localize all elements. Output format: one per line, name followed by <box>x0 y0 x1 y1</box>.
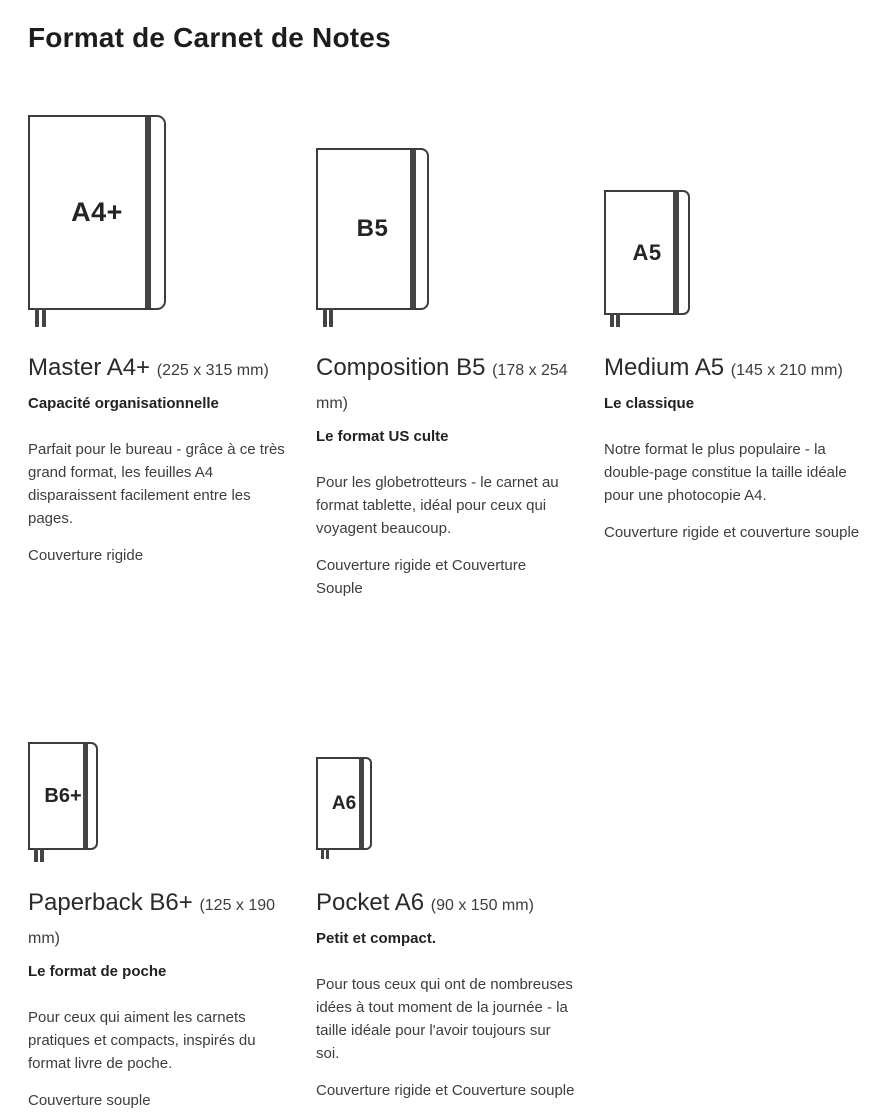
notebook-illustration-area <box>604 114 864 329</box>
format-card-composition-b5 <box>316 114 576 600</box>
card-title <box>604 353 864 386</box>
notebook-b6plus-icon <box>28 742 98 850</box>
card-tagline: Le classique <box>604 395 695 412</box>
bookmark-ribbon-icon <box>323 308 327 327</box>
format-cards-grid <box>28 114 864 1112</box>
bookmark-ribbon-icon <box>329 308 333 327</box>
notebook-illustration-area <box>316 114 576 329</box>
format-name: Composition B5 <box>316 354 486 381</box>
elastic-band-icon <box>410 150 416 308</box>
notebook-illustration-area <box>28 738 288 864</box>
card-cover-options: Couverture rigide et couverture souple <box>604 524 860 541</box>
elastic-band-icon <box>145 117 151 308</box>
elastic-band-icon <box>673 192 679 313</box>
format-name: Pocket A6 <box>316 889 425 916</box>
notebook-a6-icon <box>316 757 372 850</box>
bookmark-ribbon-icon <box>321 848 324 859</box>
format-card-medium-a5 <box>604 114 864 600</box>
notebook-format-label: A5 <box>632 239 662 265</box>
card-title <box>316 888 576 921</box>
card-cover-options: Couverture souple <box>28 1092 151 1109</box>
notebook-a4plus-icon <box>28 115 166 310</box>
format-name: Master A4+ <box>28 354 151 381</box>
card-tagline: Petit et compact. <box>316 930 437 947</box>
bookmark-ribbon-icon <box>40 848 44 862</box>
format-dimensions: (225 x 315 mm) <box>156 362 269 379</box>
format-name: Medium A5 <box>604 354 725 381</box>
format-dimensions: (178 x 254 mm) <box>316 362 568 412</box>
card-description: Pour tous ceux qui ont de nombreuses idées à tout moment de la journée - la taille idéale pour l'avoir toujours sur soi. <box>316 976 573 1062</box>
notebook-format-label: B6+ <box>44 784 82 807</box>
bookmark-ribbon-icon <box>610 313 614 327</box>
format-card-master-a4plus <box>28 114 288 600</box>
format-dimensions: (125 x 190 mm) <box>28 897 276 947</box>
card-description: Notre format le plus populaire - la double-page constitue la taille idéale pour une photocopie A4. <box>604 441 847 504</box>
card-description: Pour ceux qui aiment les carnets pratiques et compacts, inspirés du format livre de poche. <box>28 1009 256 1072</box>
format-dimensions: (90 x 150 mm) <box>430 897 534 914</box>
bookmark-ribbon-icon <box>34 848 38 862</box>
format-dimensions: (145 x 210 mm) <box>730 362 843 379</box>
card-title <box>316 353 576 419</box>
format-name: Paperback B6+ <box>28 889 193 916</box>
card-cover-options: Couverture rigide <box>28 547 144 564</box>
card-description: Parfait pour le bureau - grâce à ce très grand format, les feuilles A4 disparaissent facilement entre les pages. <box>28 441 285 527</box>
card-cover-options: Couverture rigide et Couverture Souple <box>316 557 527 597</box>
notebook-illustration-area <box>316 738 576 864</box>
notebook-format-label: B5 <box>356 215 389 242</box>
card-tagline: Le format US culte <box>316 428 449 445</box>
card-title <box>28 353 288 386</box>
bookmark-ribbon-icon <box>35 308 39 327</box>
notebook-a5-icon <box>604 190 690 315</box>
bookmark-ribbon-icon <box>42 308 46 327</box>
card-cover-options: Couverture rigide et Couverture souple <box>316 1082 575 1099</box>
card-title <box>28 888 288 954</box>
notebook-b5-icon <box>316 148 429 310</box>
notebook-format-label: A6 <box>331 792 357 814</box>
notebook-illustration-area <box>28 114 288 329</box>
elastic-band-icon <box>359 759 364 848</box>
card-tagline: Capacité organisationnelle <box>28 395 219 412</box>
notebook-format-label: A4+ <box>71 197 123 227</box>
bookmark-ribbon-icon <box>616 313 620 327</box>
elastic-band-icon <box>83 744 88 848</box>
format-card-paperback-b6plus <box>28 738 288 1112</box>
card-tagline: Le format de poche <box>28 963 167 980</box>
page-title: Format de Carnet de Notes <box>28 22 391 53</box>
card-description: Pour les globetrotteurs - le carnet au format tablette, idéal pour ceux qui voyagent beaucoup. <box>316 474 559 537</box>
bookmark-ribbon-icon <box>326 848 329 859</box>
format-card-pocket-a6 <box>316 738 576 1112</box>
